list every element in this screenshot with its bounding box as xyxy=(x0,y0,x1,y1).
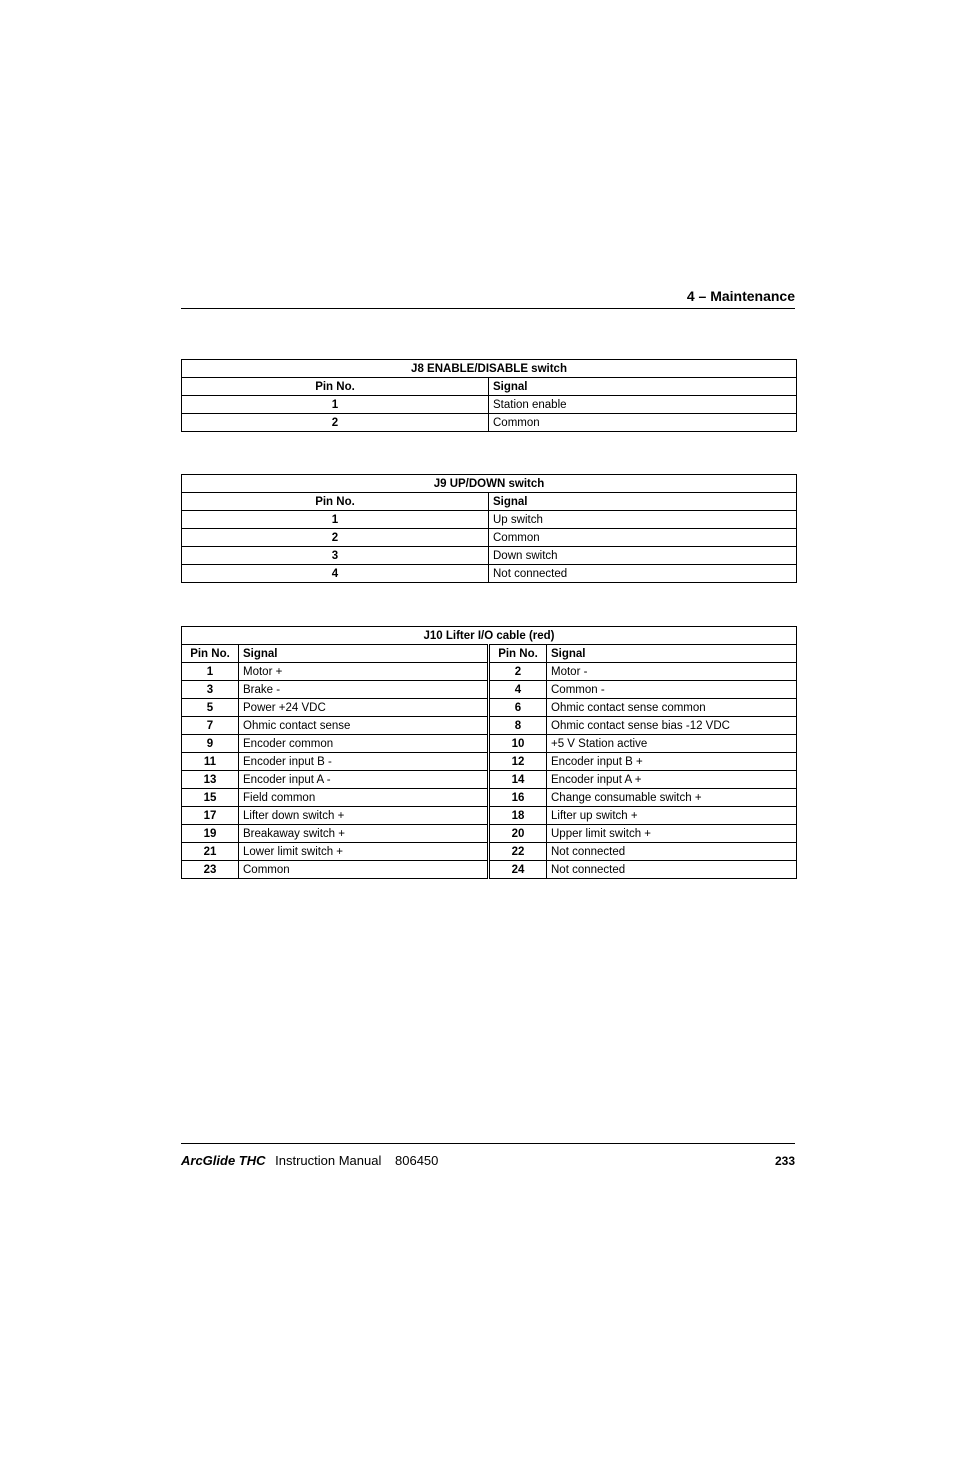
pin-cell: 1 xyxy=(182,396,489,414)
pin-cell: 7 xyxy=(182,717,239,735)
column-header-pin: Pin No. xyxy=(489,645,547,663)
pin-cell: 4 xyxy=(182,565,489,583)
signal-cell: Ohmic contact sense common xyxy=(547,699,797,717)
manual-title: Instruction Manual xyxy=(275,1153,382,1168)
manual-number: 806450 xyxy=(395,1153,439,1168)
pin-cell: 21 xyxy=(182,843,239,861)
table-row xyxy=(182,681,797,699)
signal-cell: Lower limit switch + xyxy=(239,843,489,861)
pin-cell: 3 xyxy=(182,681,239,699)
signal-cell: Change consumable switch + xyxy=(547,789,797,807)
pin-cell: 19 xyxy=(182,825,239,843)
column-header-pin: Pin No. xyxy=(182,493,489,511)
signal-cell: Not connected xyxy=(489,565,797,583)
table-row xyxy=(182,861,797,879)
column-header-pin: Pin No. xyxy=(182,645,239,663)
j10-pin-table xyxy=(181,626,797,879)
signal-cell: Encoder input B - xyxy=(239,753,489,771)
pin-cell: 17 xyxy=(182,807,239,825)
signal-cell: Common xyxy=(489,529,797,547)
pin-cell: 6 xyxy=(489,699,547,717)
table-row xyxy=(182,565,797,583)
table-row xyxy=(182,843,797,861)
section-title: 4 – Maintenance xyxy=(686,288,795,304)
pin-cell: 5 xyxy=(182,699,239,717)
table-row xyxy=(182,396,797,414)
signal-cell: Encoder input A - xyxy=(239,771,489,789)
column-header-signal: Signal xyxy=(489,493,797,511)
pin-cell: 2 xyxy=(182,414,489,432)
signal-cell: Lifter down switch + xyxy=(239,807,489,825)
signal-cell: Common xyxy=(489,414,797,432)
signal-cell: Common - xyxy=(547,681,797,699)
page-number: 233 xyxy=(774,1154,795,1168)
pin-cell: 2 xyxy=(182,529,489,547)
signal-cell: Not connected xyxy=(547,843,797,861)
pin-cell: 23 xyxy=(182,861,239,879)
pin-cell: 2 xyxy=(489,663,547,681)
signal-cell: Power +24 VDC xyxy=(239,699,489,717)
pin-cell: 8 xyxy=(489,717,547,735)
pin-cell: 9 xyxy=(182,735,239,753)
pin-cell: 18 xyxy=(489,807,547,825)
signal-cell: Breakaway switch + xyxy=(239,825,489,843)
table-row xyxy=(182,789,797,807)
signal-cell: Encoder input B + xyxy=(547,753,797,771)
product-name: ArcGlide THC xyxy=(181,1153,266,1168)
column-header-signal: Signal xyxy=(239,645,489,663)
signal-cell: Brake - xyxy=(239,681,489,699)
table-row xyxy=(182,735,797,753)
pin-cell: 12 xyxy=(489,753,547,771)
table-row xyxy=(182,753,797,771)
table-row xyxy=(182,717,797,735)
pin-cell: 1 xyxy=(182,511,489,529)
pin-cell: 14 xyxy=(489,771,547,789)
signal-cell: Down switch xyxy=(489,547,797,565)
pin-cell: 16 xyxy=(489,789,547,807)
column-header-pin: Pin No. xyxy=(182,378,489,396)
pin-cell: 15 xyxy=(182,789,239,807)
signal-cell: Station enable xyxy=(489,396,797,414)
page-footer xyxy=(181,1143,795,1168)
signal-cell: Field common xyxy=(239,789,489,807)
signal-cell: +5 V Station active xyxy=(547,735,797,753)
signal-cell: Not connected xyxy=(547,861,797,879)
table-row xyxy=(182,511,797,529)
table-row xyxy=(182,807,797,825)
signal-cell: Ohmic contact sense bias -12 VDC xyxy=(547,717,797,735)
pin-cell: 13 xyxy=(182,771,239,789)
pin-cell: 1 xyxy=(182,663,239,681)
signal-cell: Ohmic contact sense xyxy=(239,717,489,735)
table-row xyxy=(182,825,797,843)
table-title: J9 UP/DOWN switch xyxy=(182,475,797,493)
table-row xyxy=(182,414,797,432)
pin-cell: 3 xyxy=(182,547,489,565)
signal-cell: Lifter up switch + xyxy=(547,807,797,825)
table-title: J8 ENABLE/DISABLE switch xyxy=(182,360,797,378)
table-row xyxy=(182,771,797,789)
page-header xyxy=(181,288,795,309)
signal-cell: Motor - xyxy=(547,663,797,681)
pin-cell: 24 xyxy=(489,861,547,879)
table-row xyxy=(182,699,797,717)
pin-cell: 4 xyxy=(489,681,547,699)
table-row xyxy=(182,663,797,681)
signal-cell: Upper limit switch + xyxy=(547,825,797,843)
signal-cell: Up switch xyxy=(489,511,797,529)
table-title: J10 Lifter I/O cable (red) xyxy=(182,627,797,645)
pin-cell: 20 xyxy=(489,825,547,843)
footer-doc-info xyxy=(181,1153,438,1168)
table-row xyxy=(182,547,797,565)
signal-cell: Common xyxy=(239,861,489,879)
j9-pin-table xyxy=(181,474,797,583)
pin-cell: 11 xyxy=(182,753,239,771)
column-header-signal: Signal xyxy=(547,645,797,663)
j8-pin-table xyxy=(181,359,797,432)
signal-cell: Encoder input A + xyxy=(547,771,797,789)
table-row xyxy=(182,529,797,547)
pin-cell: 10 xyxy=(489,735,547,753)
pin-cell: 22 xyxy=(489,843,547,861)
column-header-signal: Signal xyxy=(489,378,797,396)
signal-cell: Motor + xyxy=(239,663,489,681)
signal-cell: Encoder common xyxy=(239,735,489,753)
